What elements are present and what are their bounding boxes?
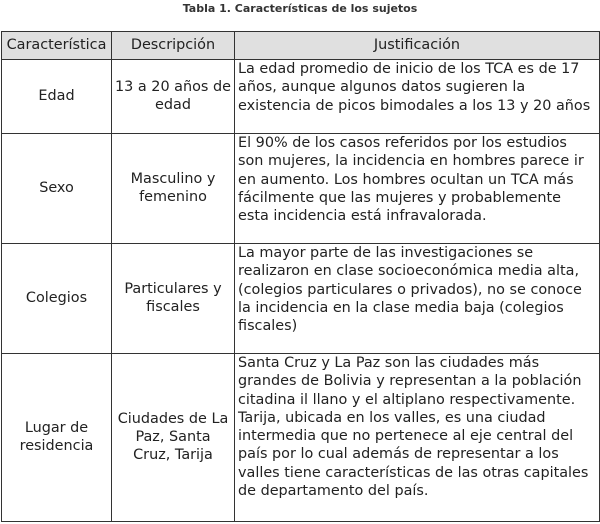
cell-characteristic: Edad (2, 60, 112, 134)
header-caracteristica: Característica (2, 32, 112, 60)
cell-description: Masculino y femenino (112, 134, 235, 244)
header-descripcion: Descripción (112, 32, 235, 60)
cell-description: 13 a 20 años de edad (112, 60, 235, 134)
table-row-sexo (2, 134, 600, 244)
header-justificacion: Justificación (235, 32, 600, 60)
cell-justification: La edad promedio de inicio de los TCA es de 17 años, aunque algunos datos sugieren la existencia de picos bimodales a los 13 y 20 años (235, 60, 600, 134)
table-header-row (2, 32, 600, 60)
cell-characteristic: Colegios (2, 244, 112, 354)
table-row-lugar-de-residencia (2, 354, 600, 522)
cell-justification: Santa Cruz y La Paz son las ciudades más grandes de Bolivia y representan a la población citadina il llano y el altiplano respectivamente. Tarija, ubicada en los valles, es una ciudad intermedia que no pertenece al eje central del país por lo cual además de representar a los valles tiene características de las otras capitales de departamento del país. (235, 354, 600, 522)
cell-justification: La mayor parte de las investigaciones se realizaron en clase socioeconómica media alta, (colegios particulares o privados), no se conoce la incidencia en la clase media baja (colegios fiscales) (235, 244, 600, 354)
table-caption: Tabla 1. Características de los sujetos (182, 2, 418, 15)
cell-characteristic: Lugar de residencia (2, 354, 112, 522)
characteristics-table (1, 31, 600, 522)
table-row-colegios (2, 244, 600, 354)
cell-description: Particulares y fiscales (112, 244, 235, 354)
cell-characteristic: Sexo (2, 134, 112, 244)
cell-description: Ciudades de La Paz, Santa Cruz, Tarija (112, 354, 235, 522)
cell-justification: El 90% de los casos referidos por los estudios son mujeres, la incidencia en hombres parece ir en aumento. Los hombres ocultan un TCA más fácilmente que las mujeres y probablemente esta incidencia está infravalorada. (235, 134, 600, 244)
table-row-edad (2, 60, 600, 134)
